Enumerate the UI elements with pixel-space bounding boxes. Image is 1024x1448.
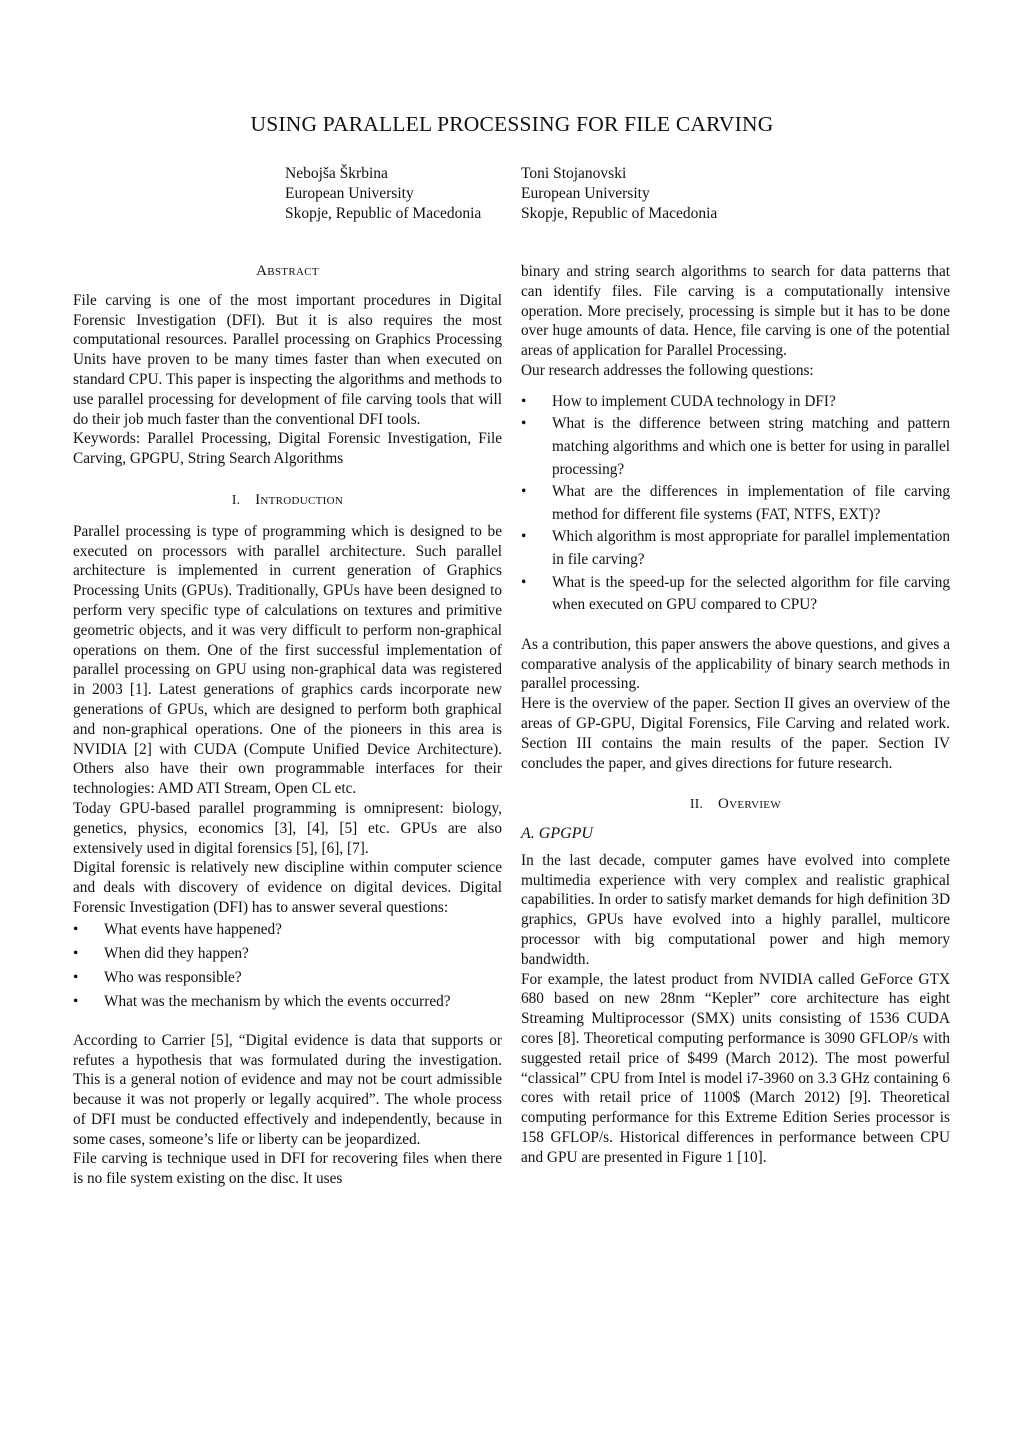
intro-paragraph-5: File carving is technique used in DFI for recovering files when there is no file system existing on the disc. It uses xyxy=(73,1150,502,1188)
research-questions-list xyxy=(521,391,950,617)
author-2-name: Toni Stojanovski xyxy=(521,165,627,182)
author-1-name: Nebojša Škrbina xyxy=(285,165,388,182)
keywords: Keywords: Parallel Processing, Digital Forensic Investigation, File Carving, GPGPU, String Search Algorithms xyxy=(73,430,502,468)
section-2-heading xyxy=(521,794,950,815)
intro-paragraph-2: Today GPU-based parallel programming is omnipresent: biology, genetics, physics, economics [3], [4], [5] etc. GPUs are also extensively used in digital forensics [5], [6], [7]. xyxy=(73,799,502,857)
author-1-location: Skopje, Republic of Macedonia xyxy=(285,205,482,222)
section-1-title: Introduction xyxy=(255,491,344,508)
intro-paragraph-5-continued: binary and string search algorithms to search for data patterns that can identify files. File carving is a computationally intensive operation. More precisely, processing is simple but it has to be done over huge amounts of data. Hence, file carving is one of the potential areas of application for Parallel Processing. xyxy=(521,263,950,360)
intro-paragraph-1: Parallel processing is type of programming which is designed to be executed on processors with parallel architecture. Such parallel architecture is implemented in current generation of Graphics Processing Units (GPUs). Traditionally, GPUs have been designed to perform very specific type of calculations on textures and primitive geometric objects, and it was very difficult to perform non-graphical operations on them. One of the first successful implementation of parallel processing on GPU using non-graphical data was registered in 2003 [1]. Latest generations of graphics cards incorporate new generations of GPUs, which are designed to perform both graphical and non-graphical operations. One of the pioneers in this area is NVIDIA [2] with CUDA (Compute Unified Device Architecture). Others also have their own programmable interfaces for their technologies: AMD ATI Stream, Open CL etc. xyxy=(73,522,502,798)
overview-paragraph-2: For example, the latest product from NVIDIA called GeForce GTX 680 based on new 28nm “Kepler” core architecture has eight Streaming Multiprocessor (SMX) units consisting of 1536 CUDA cores [8]. Theoretical computing performance is 3090 GFLOP/s with suggested retail price of $499 (March 2012). The most powerful “classical” CPU from Intel is model i7-3960 on 3.3 GHz containing 6 cores with retail price of 1100$ (March 2012) [9]. Theoretical computing performance for this Extreme Edition Series processor is 158 GFLOP/s. Historical differences in performance between CPU and GPU are presented in Figure 1 [10]. xyxy=(521,970,950,1166)
author-2 xyxy=(521,164,717,224)
left-column xyxy=(73,262,502,1189)
list-item: • Which algorithm is most appropriate for parallel implementation in file carving? xyxy=(521,526,950,571)
dfi-questions-list xyxy=(73,918,502,1014)
intro-paragraph-3: Digital forensic is relatively new discipline within computer science and deals with discovery of evidence on digital devices. Digital Forensic Investigation (DFI) has to answer several questions: xyxy=(73,859,502,916)
author-2-location: Skopje, Republic of Macedonia xyxy=(521,205,718,222)
section-1-heading xyxy=(73,490,502,511)
list-item: • What are the differences in implementation of file carving method for different file systems (FAT, NTFS, EXT)? xyxy=(521,481,950,526)
subsection-a-heading: A. GPGPU xyxy=(521,825,593,843)
abstract-text: File carving is one of the most important procedures in Digital Forensic Investigation (DFI). But it is also requires the most computational resources. Parallel processing on Graphics Processing Units have proven to be many times faster than when executed on standard CPU. This paper is inspecting the algorithms and methods to use parallel processing for development of file carving tools that will do their job much faster than the conventional DFI tools. xyxy=(73,291,502,428)
intro-paragraph-8: Here is the overview of the paper. Section II gives an overview of the areas of GP-GPU, Digital Forensics, File Carving and related work. Section III contains the main results of the paper. Section IV concludes the paper, and gives directions for future research. xyxy=(521,695,950,772)
overview-paragraph-1: In the last decade, computer games have evolved into complete multimedia experience with very complex and realistic graphical capabilities. In order to satisfy market demands for high definition 3D graphics, GPUs have evolved into a highly parallel, multicore processor with big computational power and high memory bandwidth. xyxy=(521,851,950,968)
intro-paragraph-7: As a contribution, this paper answers the above questions, and gives a comparative analysis of the applicability of binary search methods in parallel processing. xyxy=(521,635,950,693)
list-item: • What events have happened? xyxy=(73,918,502,942)
author-2-affiliation: European University xyxy=(521,185,650,202)
list-item: • What was the mechanism by which the events occurred? xyxy=(73,990,502,1014)
paper-title: USING PARALLEL PROCESSING FOR FILE CARVING xyxy=(250,112,774,136)
section-2-number: II. xyxy=(689,796,704,812)
list-item: • Who was responsible? xyxy=(73,966,502,990)
list-item: • How to implement CUDA technology in DFI? xyxy=(521,391,950,414)
author-1-affiliation: European University xyxy=(285,185,414,202)
right-column xyxy=(521,262,950,1168)
list-item: • What is the speed-up for the selected algorithm for file carving when executed on GPU compared to CPU? xyxy=(521,572,950,617)
intro-paragraph-4: According to Carrier [5], “Digital evidence is data that supports or refutes a hypothesis that was formulated during the investigation. This is a general notion of evidence and may not be court admissible because it was not properly or legally acquired”. The whole process of DFI must be conducted effectively and independently, because in some cases, someone’s life or liberty can be jeopardized. xyxy=(73,1031,502,1148)
section-1-number: I. xyxy=(231,491,241,507)
list-item: • What is the difference between string matching and pattern matching algorithms and which one is better for using in parallel processing? xyxy=(521,413,950,481)
abstract-heading: Abstract xyxy=(256,263,319,279)
list-item: • When did they happen? xyxy=(73,942,502,966)
author-1 xyxy=(285,164,481,224)
intro-paragraph-6: Our research addresses the following questions: xyxy=(521,361,814,379)
section-2-title: Overview xyxy=(717,796,782,813)
